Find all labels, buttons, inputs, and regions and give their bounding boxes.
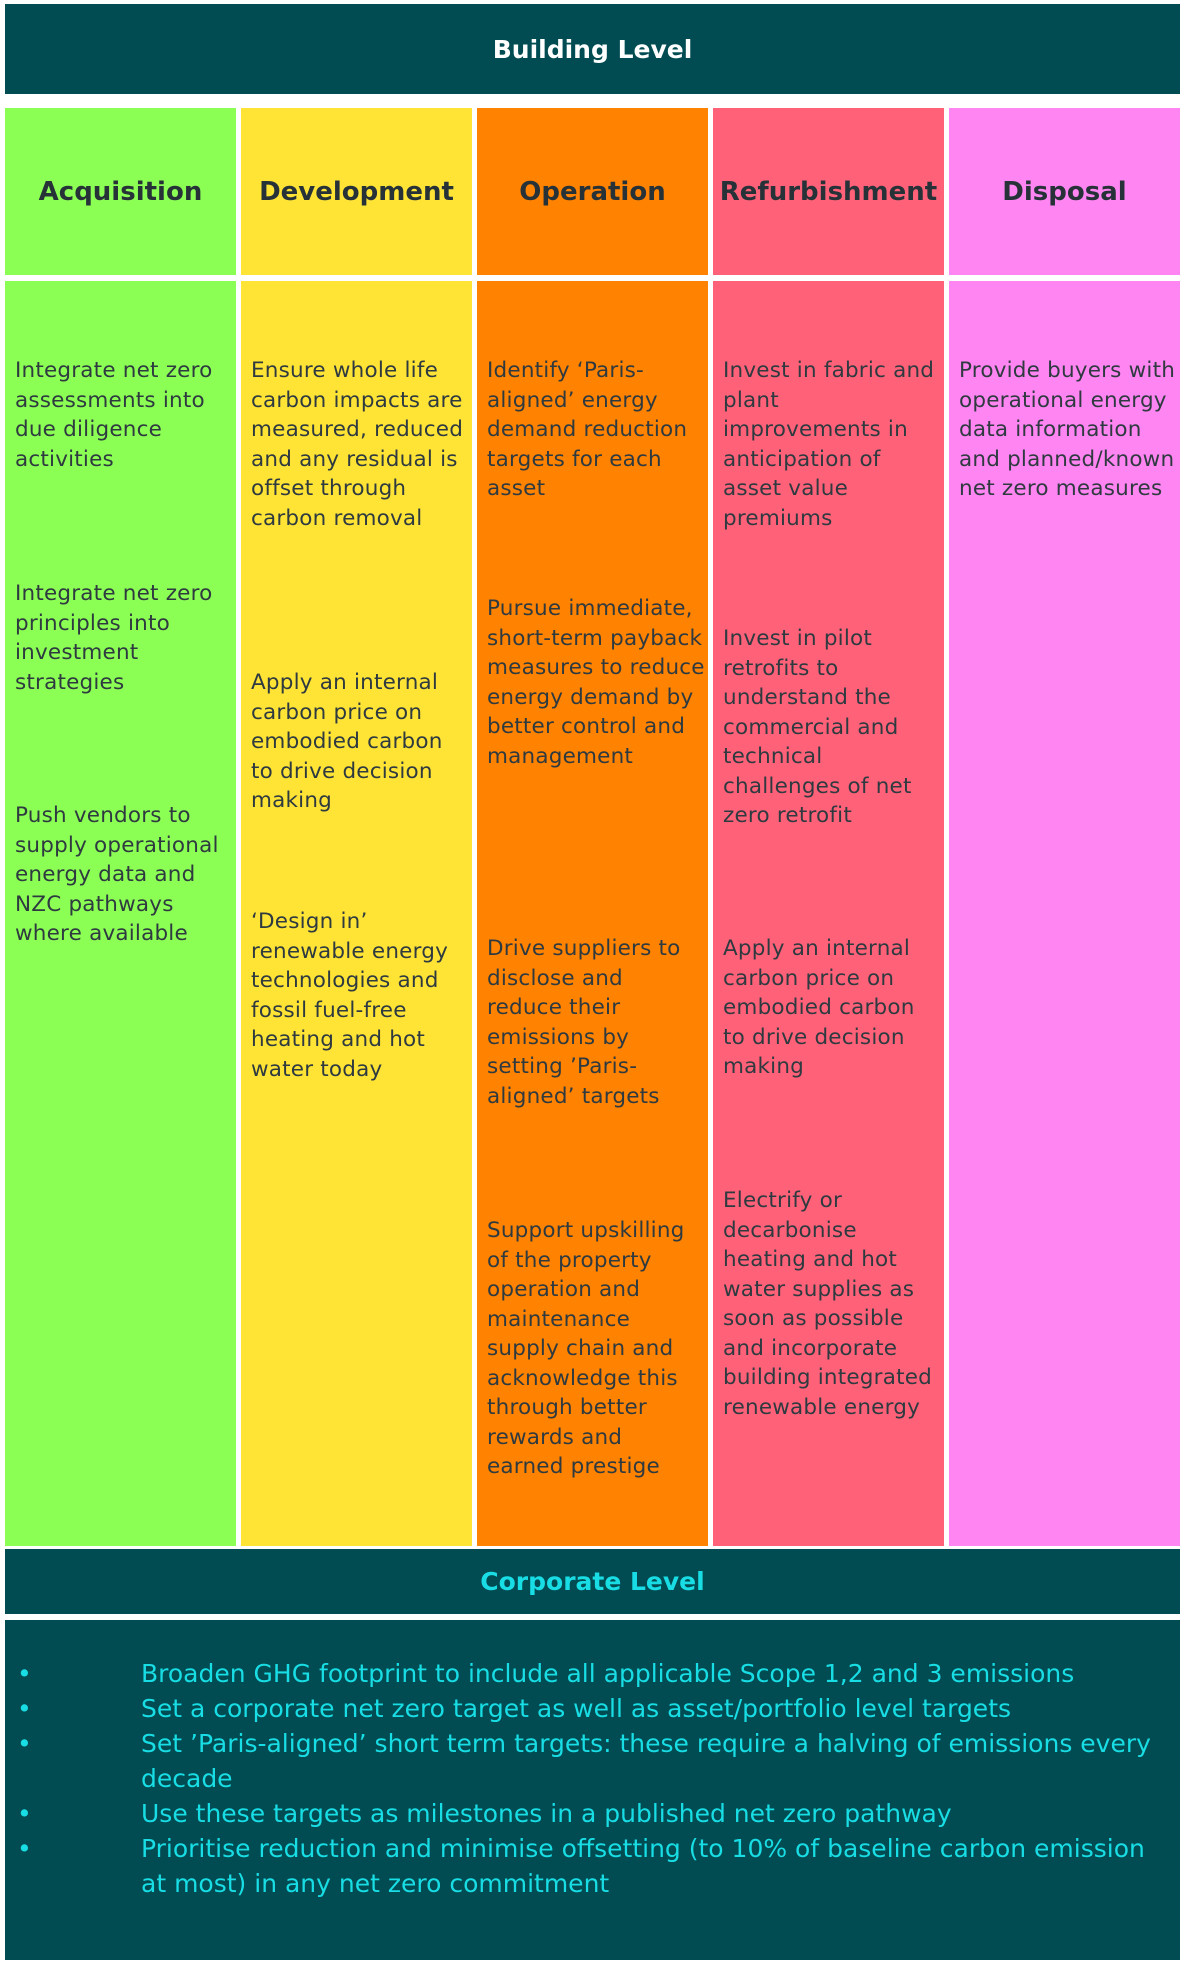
phase-header-disposal xyxy=(949,108,1180,275)
corporate-level-banner xyxy=(5,1549,1180,1614)
list-item-text: Broaden GHG footprint to include all applicable Scope 1,2 and 3 emissions xyxy=(141,1659,1075,1688)
bullet-icon: • xyxy=(17,1694,32,1723)
bullet-icon: • xyxy=(17,1729,32,1758)
phase-item: Push vendors to supply operational energy data and NZC pathways where available xyxy=(15,803,219,946)
phase-item: Apply an internal carbon price on embodied carbon to drive decision making xyxy=(251,670,443,813)
phase-item: Identify ‘Paris-aligned’ energy demand reduction targets for each asset xyxy=(487,358,688,501)
bullet-icon: • xyxy=(17,1799,32,1828)
phase-item: Drive suppliers to disclose and reduce their emissions by setting ’Paris-aligned’ targets xyxy=(487,936,681,1109)
list-item-text: Use these targets as milestones in a published net zero pathway xyxy=(141,1799,952,1828)
phase-item: Invest in fabric and plant improvements in anticipation of asset value premiums xyxy=(723,358,935,531)
bullet-icon: • xyxy=(17,1834,32,1863)
phase-item: Apply an internal carbon price on embodied carbon to drive decision making xyxy=(723,936,915,1079)
building-level-banner xyxy=(5,4,1180,94)
corporate-level-list xyxy=(5,1620,1180,1960)
phase-body-disposal xyxy=(949,281,1180,1546)
phase-column-development xyxy=(241,108,472,1546)
phase-column-disposal xyxy=(949,108,1180,1546)
phase-title: Development xyxy=(259,176,454,207)
phase-title: Acquisition xyxy=(38,176,203,207)
phase-body-operation xyxy=(477,281,708,1546)
phase-item: Integrate net zero principles into investment strategies xyxy=(15,581,213,695)
bullet-icon: • xyxy=(17,1659,32,1688)
building-level-title: Building Level xyxy=(492,34,693,64)
phase-item: Support upskilling of the property operation and maintenance supply chain and acknowledge this through better rewards and earned prestige xyxy=(487,1218,685,1479)
phase-item: Integrate net zero assessments into due diligence activities xyxy=(15,358,213,472)
corporate-level-title: Corporate Level xyxy=(480,1567,705,1596)
phase-item: Electrify or decarbonise heating and hot water supplies as soon as possible and incorporate building integrated renewable energy xyxy=(723,1188,932,1420)
list-item-text: Prioritise reduction and minimise offsetting (to 10% of baseline carbon emission at most) in any net zero commitment xyxy=(141,1834,1145,1898)
phase-column-refurbishment xyxy=(713,108,944,1546)
phase-item: Pursue immediate, short-term payback measures to reduce energy demand by better control and management xyxy=(487,596,705,769)
phase-header-refurbishment xyxy=(713,108,944,275)
phase-body-refurbishment xyxy=(713,281,944,1546)
phase-body-acquisition xyxy=(5,281,236,1546)
list-item-text: Set a corporate net zero target as well as asset/portfolio level targets xyxy=(141,1694,1012,1723)
phase-item: Provide buyers with operational energy data information and planned/known net zero measures xyxy=(959,358,1176,501)
phase-title: Disposal xyxy=(1002,176,1127,207)
phase-title: Refurbishment xyxy=(719,176,938,207)
phase-title: Operation xyxy=(519,176,666,207)
phase-header-development xyxy=(241,108,472,275)
phase-body-development xyxy=(241,281,472,1546)
phase-header-operation xyxy=(477,108,708,275)
phase-column-operation xyxy=(477,108,708,1546)
phase-header-acquisition xyxy=(5,108,236,275)
phase-item: Ensure whole life carbon impacts are measured, reduced and any residual is offset through carbon removal xyxy=(251,358,464,531)
phase-item: ‘Design in’ renewable energy technologies and fossil fuel-free heating and hot water today xyxy=(251,909,449,1082)
phase-column-acquisition xyxy=(5,108,236,1546)
list-item-text: Set ’Paris-aligned’ short term targets: these require a halving of emissions every decade xyxy=(141,1729,1151,1793)
phase-item: Invest in pilot retrofits to understand the commercial and technical challenges of net zero retrofit xyxy=(723,626,912,828)
